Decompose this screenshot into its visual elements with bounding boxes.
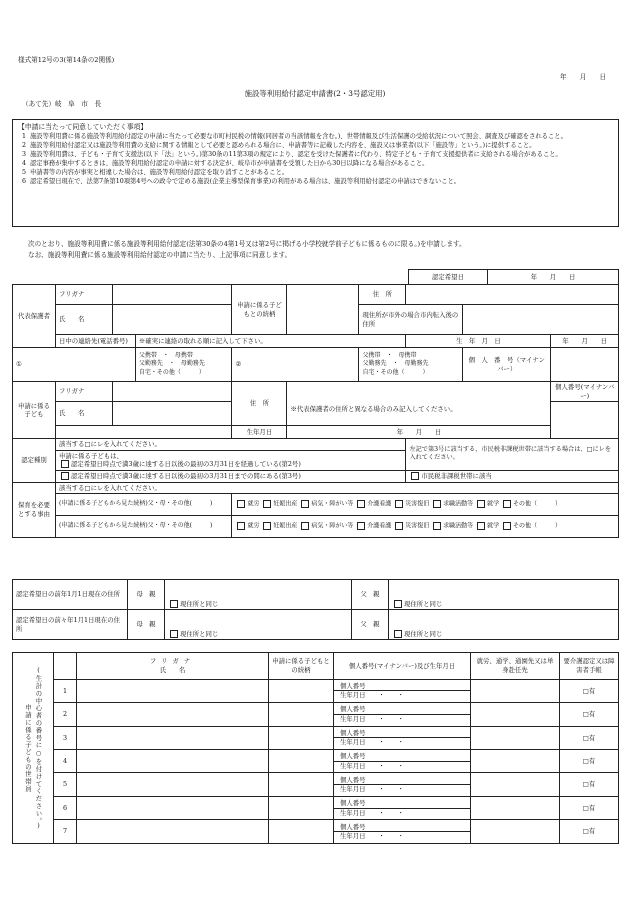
row-number: 3	[54, 726, 77, 749]
table-row	[13, 820, 619, 844]
table-row	[13, 750, 619, 773]
desired-date-label: 認定希望日	[409, 270, 488, 285]
table-row	[13, 773, 619, 796]
table-row	[13, 726, 619, 749]
prev-prev-year-father-field[interactable]: 現住所と同じ	[389, 610, 619, 640]
member-relation-field[interactable]	[269, 750, 334, 773]
mother-label: 母 親	[128, 610, 165, 640]
member-id-birth[interactable]: 個人番号 生年月日 ・ ・	[334, 679, 471, 702]
member-care-field[interactable]: □有	[560, 750, 619, 773]
member-name-field[interactable]	[77, 773, 269, 796]
checkbox-icon	[61, 472, 69, 480]
child-birth-field[interactable]: 年 月 日	[287, 426, 551, 439]
desired-date-table	[408, 269, 619, 285]
page-title: 施設等利用給付認定申請書(2・3号認定用)	[244, 89, 386, 98]
declaration-line-2: なお、施設等利用費に係る施設等利用給付認定の申請に当たり、上記事項に同意します。	[28, 251, 292, 259]
member-work-field[interactable]	[471, 820, 560, 844]
guardian-furigana-field[interactable]	[113, 285, 232, 305]
row-number: 6	[54, 796, 77, 819]
member-id-birth[interactable]: 個人番号 生年月日 ・ ・	[334, 820, 471, 844]
name-header: フリガナ 氏 名	[77, 653, 269, 680]
member-work-field[interactable]	[471, 796, 560, 819]
household-side-label: 申請に係る子どもの世帯員 (生計の中心者の番号に○を付けてください。)	[13, 653, 54, 844]
guardian-name-label: 氏 名	[56, 305, 113, 335]
member-relation-field[interactable]	[269, 773, 334, 796]
guardian-name-field[interactable]	[113, 305, 232, 335]
care-reason-label: 保育を必要とする事由	[13, 482, 56, 538]
number-header	[54, 653, 77, 680]
member-care-field[interactable]: □有	[560, 773, 619, 796]
member-relation-field[interactable]	[269, 726, 334, 749]
member-name-field[interactable]	[77, 796, 269, 819]
guardian-mynumber-label: 個 人 番 号（マイナンバー）	[463, 348, 551, 382]
form-number: 様式第12号の3(第14条の2関係)	[18, 56, 115, 64]
member-work-field[interactable]	[471, 750, 560, 773]
row-number: 1	[54, 679, 77, 702]
cert-check-note: 該当する□にレを入れてください。	[56, 439, 406, 451]
daytime-contact-label: 日中の連絡先(電話番号)	[56, 335, 136, 348]
child-furigana-field[interactable]	[113, 382, 232, 402]
child-name-field[interactable]	[113, 402, 232, 426]
member-name-field[interactable]	[77, 750, 269, 773]
member-work-field[interactable]	[471, 679, 560, 702]
member-relation-field[interactable]	[269, 796, 334, 819]
member-name-field[interactable]	[77, 820, 269, 844]
notice-item: 4 認定事務が集中するときは、施設等利用給付認定の申請に対する決定が、岐阜市が申請書を受領した日から30日以降になる場合があること。	[21, 160, 429, 167]
submission-date: 年 月 日	[560, 73, 607, 81]
care-row-2-reasons[interactable]: 就労 妊娠出産 病気・障がい等 介護看護 災害復旧 求職活動等 就学 その他（ ）	[232, 516, 619, 538]
member-id-birth[interactable]: 個人番号 生年月日 ・ ・	[334, 726, 471, 749]
member-relation-field[interactable]	[269, 820, 334, 844]
contact-2-types: 父携帯 ・ 母携帯 父勤務先 ・ 母勤務先 自宅・その他（ ）	[359, 348, 463, 382]
previous-address-table	[12, 579, 619, 640]
spacer	[56, 426, 232, 439]
prev-year-mother-field[interactable]: 現住所と同じ	[165, 580, 352, 610]
member-id-birth[interactable]: 個人番号 生年月日 ・ ・	[334, 703, 471, 726]
prev-prev-year-mother-field[interactable]: 現住所と同じ	[165, 610, 352, 640]
member-id-birth[interactable]: 個人番号 生年月日 ・ ・	[334, 750, 471, 773]
cert-options: 申請に係る子どもは、 認定希望日時点で満3歳に達する日以後の最初の3月31日を経過している(第2号)	[56, 450, 406, 470]
member-relation-field[interactable]	[269, 679, 334, 702]
member-name-field[interactable]	[77, 726, 269, 749]
member-name-field[interactable]	[77, 703, 269, 726]
notice-list	[18, 132, 613, 186]
mother-label: 母 親	[128, 580, 165, 610]
moving-address-label: 現住所が市外の場合市内転入後の住所	[359, 305, 463, 335]
cert-type-2-option[interactable]: 認定希望日時点で満3歳に達する日以後の最初の3月31日を経過している(第2号)	[59, 460, 402, 469]
prev-prev-year-label: 認定希望日の前々年1月1日現在の住所	[13, 610, 128, 640]
row-number: 4	[54, 750, 77, 773]
row-number: 7	[54, 820, 77, 844]
guardian-address-field[interactable]	[406, 285, 619, 305]
member-id-birth[interactable]: 個人番号 生年月日 ・ ・	[334, 796, 471, 819]
member-work-field[interactable]	[471, 726, 560, 749]
contact-note: ※確実に連絡の取れる順に記入して下さい。	[135, 335, 406, 348]
member-relation-field[interactable]	[269, 703, 334, 726]
care-check-note: 該当する□にレを入れてください。	[56, 482, 619, 494]
guardian-label: 代表保護者	[13, 285, 56, 348]
father-label: 父 親	[352, 580, 389, 610]
member-work-field[interactable]	[471, 773, 560, 796]
notice-item: 2 施設等利用給付認定又は施設等利用費の支給に関する情報として必要と認められる場合に、申請書等に記載した内容を、施設又は事業者(以下「施設等」という。)に提供すること。	[21, 142, 536, 149]
notice-heading: 【申請に当たって同意していただく事項】	[18, 123, 148, 131]
child-mynumber-label: 個人番号(マイナンバー)	[551, 382, 619, 402]
tax-exempt-option[interactable]: 市民税非課税世帯に該当	[406, 470, 619, 482]
table-row	[13, 703, 619, 726]
member-care-field[interactable]: □有	[560, 796, 619, 819]
prev-year-label: 認定希望日の前年1月1日現在の住所	[13, 580, 128, 610]
child-label: 申請に係る子ども	[13, 382, 56, 439]
care-row-1-relation[interactable]: (申請に係る子どもから見た続柄)父・母・その他( )	[56, 494, 232, 516]
table-row	[13, 796, 619, 819]
member-care-field[interactable]: □有	[560, 703, 619, 726]
notice-item: 3 施設等利用費は、子ども・子育て支援法(以下「法」という。)第30条の11第3項の規定により、認定を受けた保護者に代わり、特定子ども・子育て支援提供者に支給される場合があること。	[21, 151, 562, 158]
member-care-field[interactable]: □有	[560, 679, 619, 702]
child-mynumber-field[interactable]	[551, 402, 619, 439]
checkbox-icon	[61, 460, 69, 468]
member-work-field[interactable]	[471, 703, 560, 726]
application-form-table	[12, 284, 619, 538]
member-care-field[interactable]: □有	[560, 820, 619, 844]
child-address-label: 住 所	[232, 382, 287, 426]
cert-type-label: 認定種別	[13, 439, 56, 483]
care-row-1-reasons[interactable]: 就労 妊娠出産 病気・障がい等 介護看護 災害復旧 求職活動等 就学 その他（ ）	[232, 494, 619, 516]
tax-note: 左記で第3号に該当する、市民税非課税世帯に該当する場合は、□にレを入れてください。	[406, 439, 619, 471]
notice-item: 6 認定希望日現在で、法第7条第10項第4号への政令で定める施設(企業主導型保育事業)の利用がある場合は、施設等利用給付認定の申請はできないこと。	[21, 178, 461, 185]
member-id-birth[interactable]: 個人番号 生年月日 ・ ・	[334, 773, 471, 796]
relation-header: 申請に係る子どもとの続柄	[269, 653, 334, 680]
member-name-field[interactable]	[77, 679, 269, 702]
prev-year-father-field[interactable]: 現住所と同じ	[389, 580, 619, 610]
row-number: 2	[54, 703, 77, 726]
notice-item: 1 施設等利用費に係る施設等利用給付認定の申請に当たって必要な市町村民税の情報(同居者の当該情報を含む。)、世帯情報及び生活保護の受給状況について照会、調査及び確認をされること。	[21, 133, 567, 140]
child-address-field[interactable]: ※代表保護者の住所と異なる場合のみ記入してください。	[287, 382, 551, 426]
desired-date-field[interactable]: 年 月 日	[488, 270, 619, 285]
row-number: 5	[54, 773, 77, 796]
address-label: 住 所	[359, 285, 406, 305]
checkbox-icon	[411, 472, 419, 480]
contact-1-types: 父携帯 ・ 母携帯 父勤務先 ・ 母勤務先 自宅・その他（ ）	[135, 348, 232, 382]
guardian-furigana-label: フリガナ	[56, 285, 113, 305]
moving-address-field[interactable]	[463, 305, 619, 335]
care-header: 要介護認定又は障害者手帳	[560, 653, 619, 680]
consent-notice-box	[12, 119, 619, 227]
work-header: 就労、通学、通園先又は単身赴任先	[471, 653, 560, 680]
guardian-birth-label: 生 年 月 日	[406, 335, 551, 348]
cert-type-3-option[interactable]: 認定希望日時点で満3歳に達する日以後の最初の3月31日までの間にある(第3号)	[56, 470, 406, 482]
father-label: 父 親	[352, 610, 389, 640]
child-birth-label: 生年月日	[232, 426, 287, 439]
relation-field[interactable]	[287, 285, 359, 335]
relation-label: 申請に係る子どもとの続柄	[232, 285, 287, 335]
care-row-2-relation[interactable]: (申請に係る子どもから見た続柄)父・母・その他( )	[56, 516, 232, 538]
household-table	[12, 652, 619, 844]
mynumber-header: 個人番号(マイナンバー)及び生年月日	[334, 653, 471, 680]
contact-1[interactable]: ①	[13, 348, 136, 382]
child-furigana-label: フリガナ	[56, 382, 113, 402]
notice-item: 5 申請書等の内容が事実と相違した場合は、施設等利用給付認定を取り消すことがあること。	[21, 169, 289, 176]
declaration-line-1: 次のとおり、施設等利用費に係る施設等利用給付認定(法第30条の4第1号又は第2号に掲げる小学校就学前子どもに係るものに限る。)を申請します。	[28, 240, 466, 248]
contact-2[interactable]: ②	[232, 348, 359, 382]
guardian-mynumber-field[interactable]	[551, 348, 619, 382]
child-name-label: 氏 名	[56, 402, 113, 426]
guardian-birth-field[interactable]: 年 月 日	[551, 335, 619, 348]
member-care-field[interactable]: □有	[560, 726, 619, 749]
addressee: （あて先）岐 阜 市 長	[22, 100, 102, 108]
table-row	[13, 679, 619, 702]
